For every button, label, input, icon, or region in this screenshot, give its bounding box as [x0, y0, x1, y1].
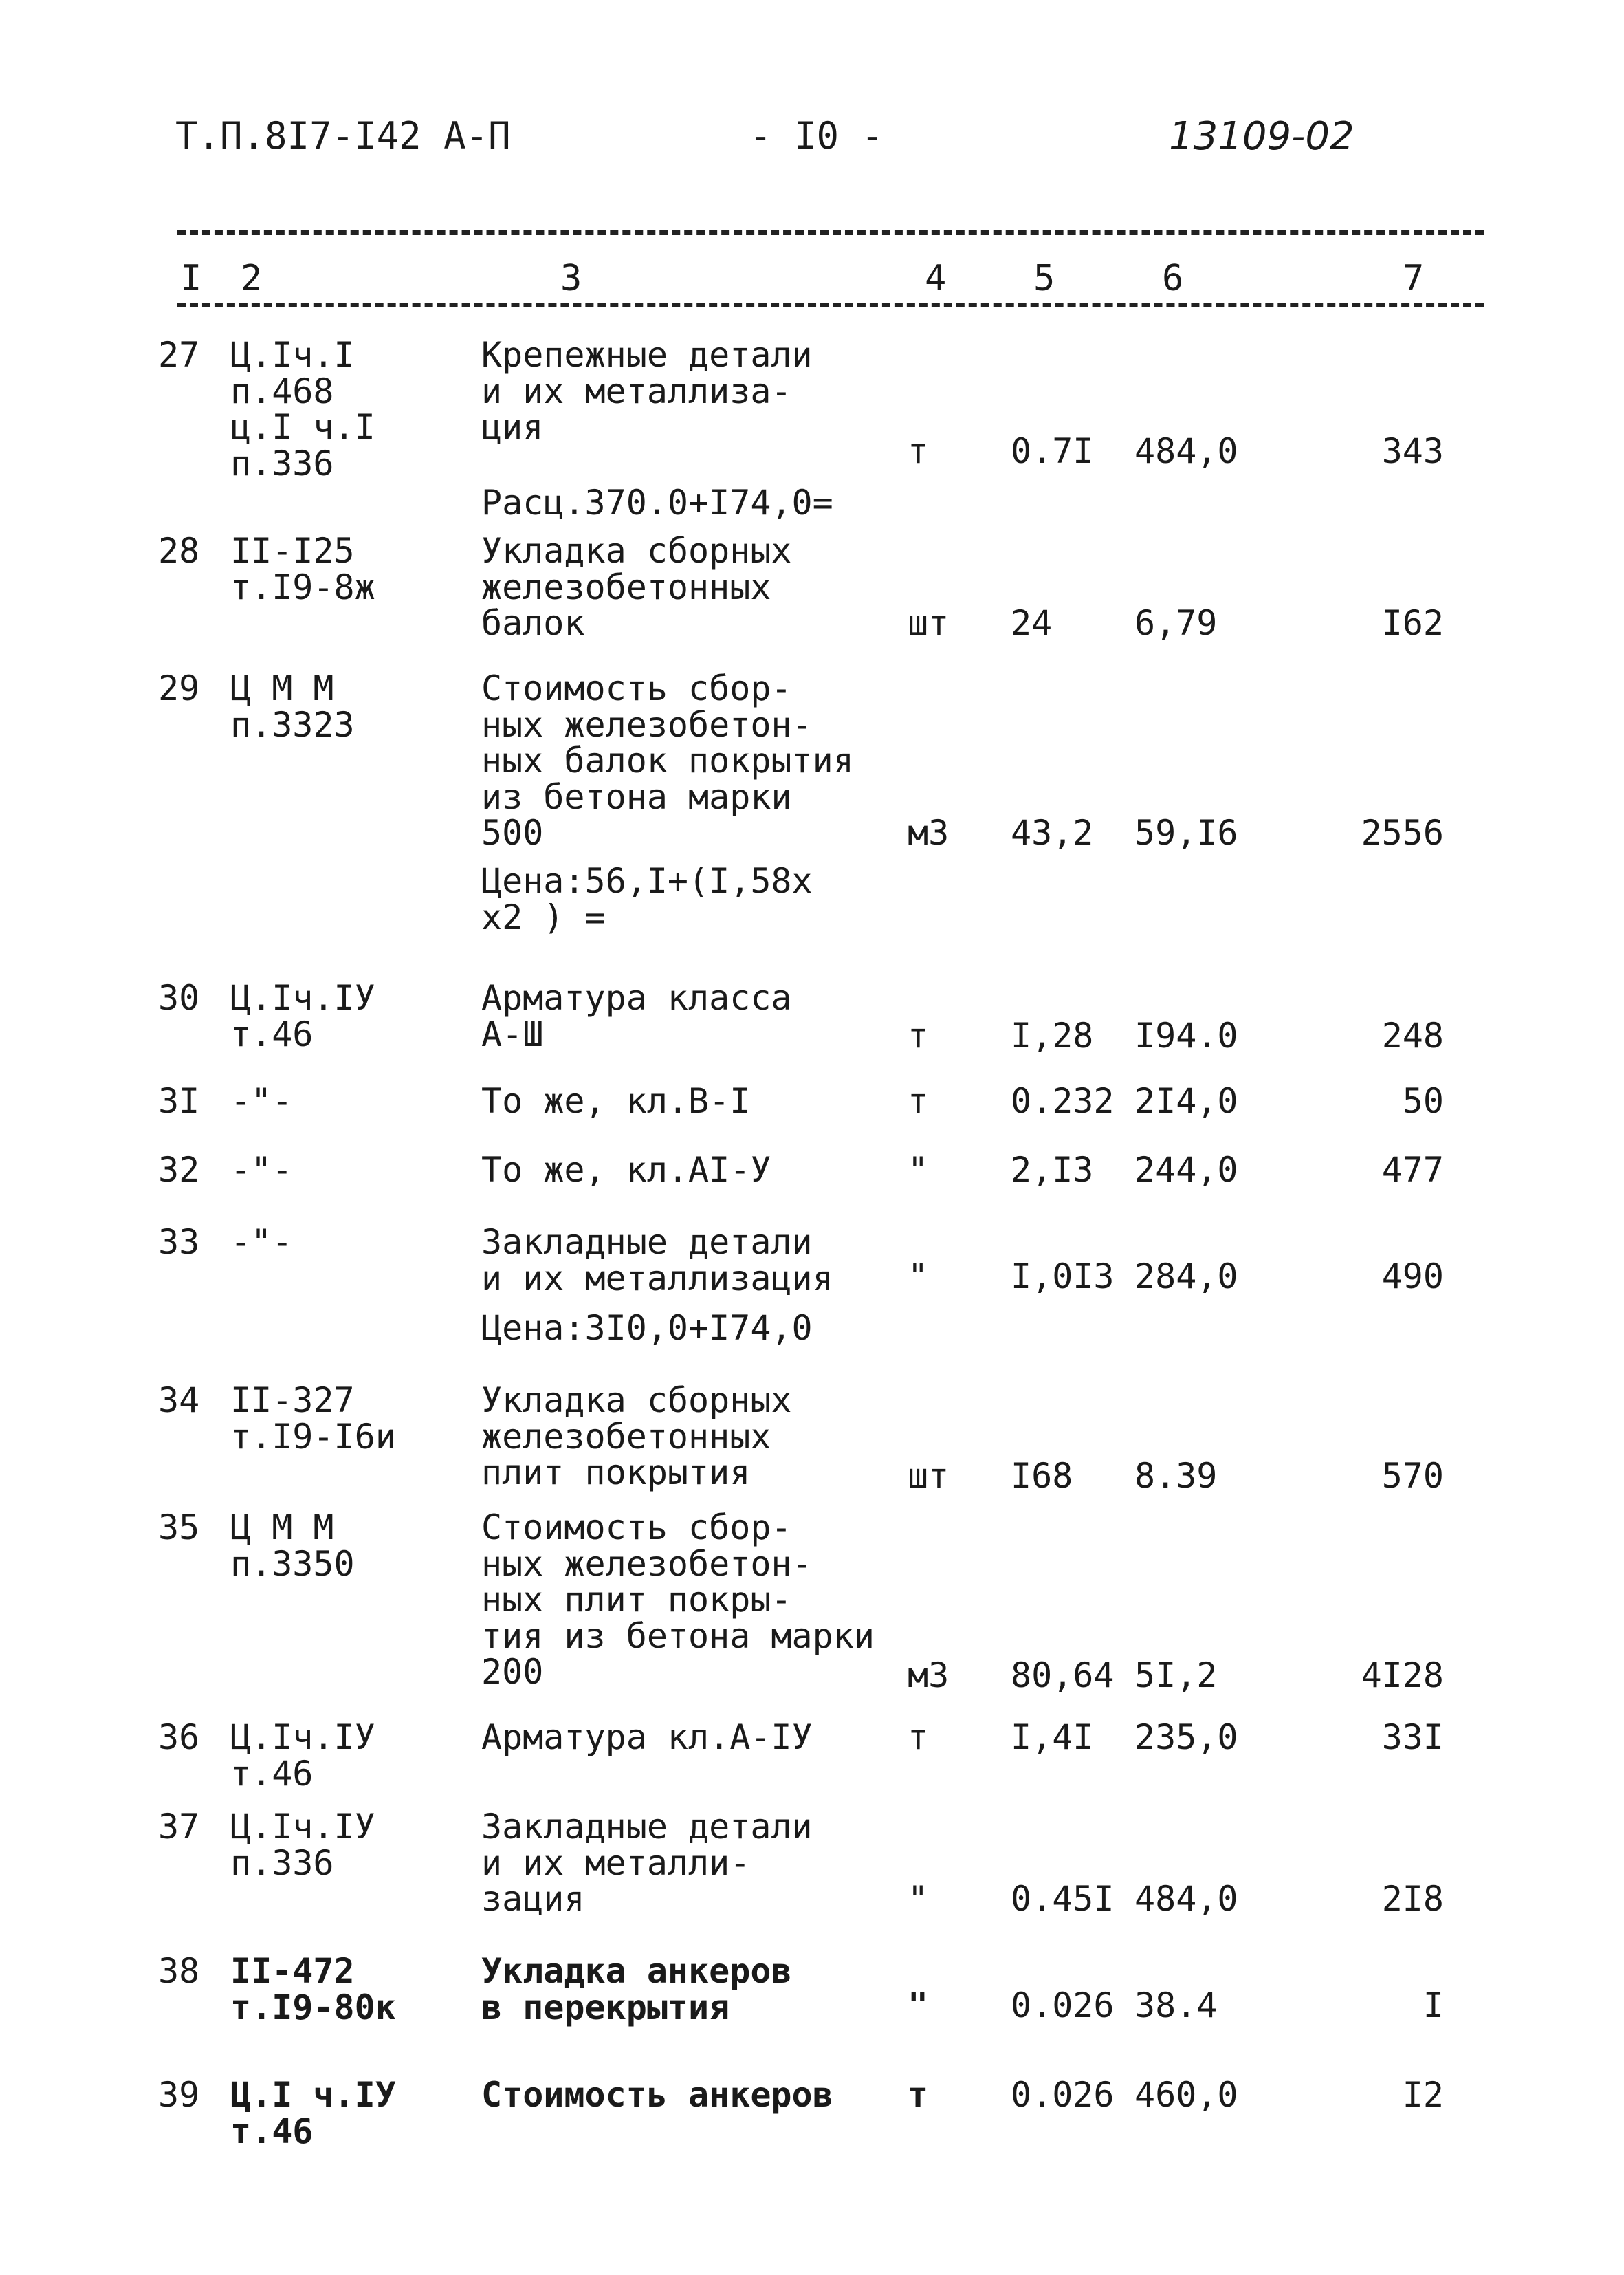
- row-price: 38.4: [1134, 1985, 1218, 2025]
- row-unit: шт: [908, 603, 950, 643]
- row-name: Стоимость сбор- ных железобетон- ных балок покрытия из бетона марки 500: [481, 668, 854, 853]
- row-quantity: 0.232: [1011, 1081, 1115, 1121]
- row-unit: м3: [908, 813, 950, 853]
- row-name: Арматура кл.А-IУ: [481, 1717, 813, 1757]
- row-price: 284,0: [1134, 1256, 1238, 1296]
- row-code: -"-: [230, 1081, 293, 1121]
- row-quantity: I,0I3: [1011, 1256, 1115, 1296]
- row-number: 32: [158, 1150, 200, 1190]
- row-total: 477: [1381, 1150, 1444, 1190]
- row-total: 2I8: [1381, 1879, 1444, 1919]
- row-name: Арматура класса А-Ш: [481, 978, 792, 1054]
- row-price: 2I4,0: [1134, 1081, 1238, 1121]
- row-code: -"-: [230, 1150, 293, 1190]
- row-unit: ": [908, 1879, 929, 1919]
- row-number: 36: [158, 1717, 200, 1757]
- row-quantity: 80,64: [1011, 1655, 1115, 1695]
- row-number: 27: [158, 335, 200, 375]
- row-code: Ц.Iч.IУ п.336: [230, 1807, 375, 1883]
- row-quantity: I,4I: [1011, 1717, 1094, 1757]
- row-name: Стоимость анкеров: [481, 2075, 833, 2115]
- row-number: 37: [158, 1807, 200, 1847]
- row-total: 2556: [1361, 813, 1444, 853]
- row-price: 8.39: [1134, 1456, 1218, 1496]
- row-number: 34: [158, 1380, 200, 1420]
- col-header-3: 3: [560, 258, 582, 299]
- row-code: II-327 т.I9-I6и: [230, 1380, 396, 1457]
- row-price: 6,79: [1134, 603, 1218, 643]
- row-price: 460,0: [1134, 2075, 1238, 2115]
- row-number: 35: [158, 1507, 200, 1547]
- row-price: I94.0: [1134, 1016, 1238, 1056]
- row-total: 33I: [1381, 1717, 1444, 1757]
- row-price: 484,0: [1134, 431, 1238, 471]
- row-unit: ": [908, 1150, 929, 1190]
- top-divider: [177, 230, 1484, 235]
- row-price-note: Расц.370.0+I74,0=: [481, 483, 833, 523]
- row-price-note: Цена:56,I+(I,58х х2 ) =: [481, 861, 813, 937]
- row-code: Ц М М п.3350: [230, 1507, 355, 1584]
- row-total: 570: [1381, 1456, 1444, 1496]
- row-price-note: Цена:3I0,0+I74,0: [481, 1308, 813, 1348]
- row-unit: т: [908, 1016, 929, 1056]
- row-name: Закладные детали и их металлизация: [481, 1222, 833, 1298]
- row-unit: т: [908, 431, 929, 471]
- row-code: Ц.Iч.IУ т.46: [230, 1717, 375, 1794]
- row-code: Ц.I ч.IУ т.46: [230, 2075, 396, 2151]
- row-quantity: I68: [1011, 1456, 1073, 1496]
- row-code: Ц М М п.3323: [230, 668, 355, 745]
- row-total: 50: [1402, 1081, 1444, 1121]
- row-name: Крепежные детали и их металлиза- ция: [481, 335, 813, 447]
- row-number: 29: [158, 668, 200, 708]
- row-name: Стоимость сбор- ных железобетон- ных плит покры- тия из бетона марки 200: [481, 1507, 875, 1692]
- row-price: 5I,2: [1134, 1655, 1218, 1695]
- row-quantity: 2,I3: [1011, 1150, 1094, 1190]
- row-name: То же, кл.В-I: [481, 1081, 751, 1121]
- row-quantity: I,28: [1011, 1016, 1094, 1056]
- row-unit: т: [908, 2075, 929, 2115]
- row-total: I62: [1381, 603, 1444, 643]
- header-divider: [177, 303, 1484, 307]
- row-code: Ц.Iч.IУ т.46: [230, 978, 375, 1054]
- row-unit: ": [908, 1256, 929, 1296]
- col-header-5: 5: [1033, 258, 1055, 299]
- row-number: 33: [158, 1222, 200, 1262]
- row-number: 38: [158, 1951, 200, 1991]
- row-code: Ц.Iч.I п.468 ц.I ч.I п.336: [230, 335, 375, 483]
- row-total: I: [1423, 1985, 1444, 2025]
- col-header-4: 4: [925, 258, 947, 299]
- row-unit: т: [908, 1717, 929, 1757]
- row-name: Укладка сборных железобетонных балок: [481, 531, 792, 643]
- row-number: 30: [158, 978, 200, 1018]
- row-quantity: 0.7I: [1011, 431, 1094, 471]
- row-name: Укладка сборных железобетонных плит покрытия: [481, 1380, 792, 1492]
- row-price: 484,0: [1134, 1879, 1238, 1919]
- row-total: 343: [1381, 431, 1444, 471]
- row-quantity: 0.026: [1011, 2075, 1115, 2115]
- row-code: II-472 т.I9-80к: [230, 1951, 396, 2027]
- row-price: 59,I6: [1134, 813, 1238, 853]
- row-quantity: 43,2: [1011, 813, 1094, 853]
- row-price: 235,0: [1134, 1717, 1238, 1757]
- row-total: 4I28: [1361, 1655, 1444, 1695]
- row-unit: ": [908, 1985, 929, 2025]
- page-number: - I0 -: [749, 114, 884, 157]
- col-header-1: I: [180, 258, 202, 299]
- row-number: 28: [158, 531, 200, 571]
- row-unit: т: [908, 1081, 929, 1121]
- row-code: -"-: [230, 1222, 293, 1262]
- col-header-6: 6: [1162, 258, 1184, 299]
- row-unit: м3: [908, 1655, 950, 1695]
- row-total: I2: [1402, 2075, 1444, 2115]
- row-quantity: 0.45I: [1011, 1879, 1115, 1919]
- row-number: 39: [158, 2075, 200, 2115]
- row-quantity: 0.026: [1011, 1985, 1115, 2025]
- row-name: Укладка анкеров в перекрытия: [481, 1951, 792, 2027]
- row-number: 3I: [158, 1081, 200, 1121]
- row-total: 490: [1381, 1256, 1444, 1296]
- row-total: 248: [1381, 1016, 1444, 1056]
- row-quantity: 24: [1011, 603, 1053, 643]
- row-name: Закладные детали и их металли- зация: [481, 1807, 813, 1919]
- doc-code: Т.П.8I7-I42 А-П: [175, 114, 511, 157]
- row-unit: шт: [908, 1456, 950, 1496]
- row-name: То же, кл.АI-У: [481, 1150, 771, 1190]
- row-code: II-I25 т.I9-8ж: [230, 531, 375, 607]
- col-header-7: 7: [1403, 258, 1425, 299]
- stamp-number: 13109-02: [1169, 114, 1354, 159]
- col-header-2: 2: [241, 258, 263, 299]
- row-price: 244,0: [1134, 1150, 1238, 1190]
